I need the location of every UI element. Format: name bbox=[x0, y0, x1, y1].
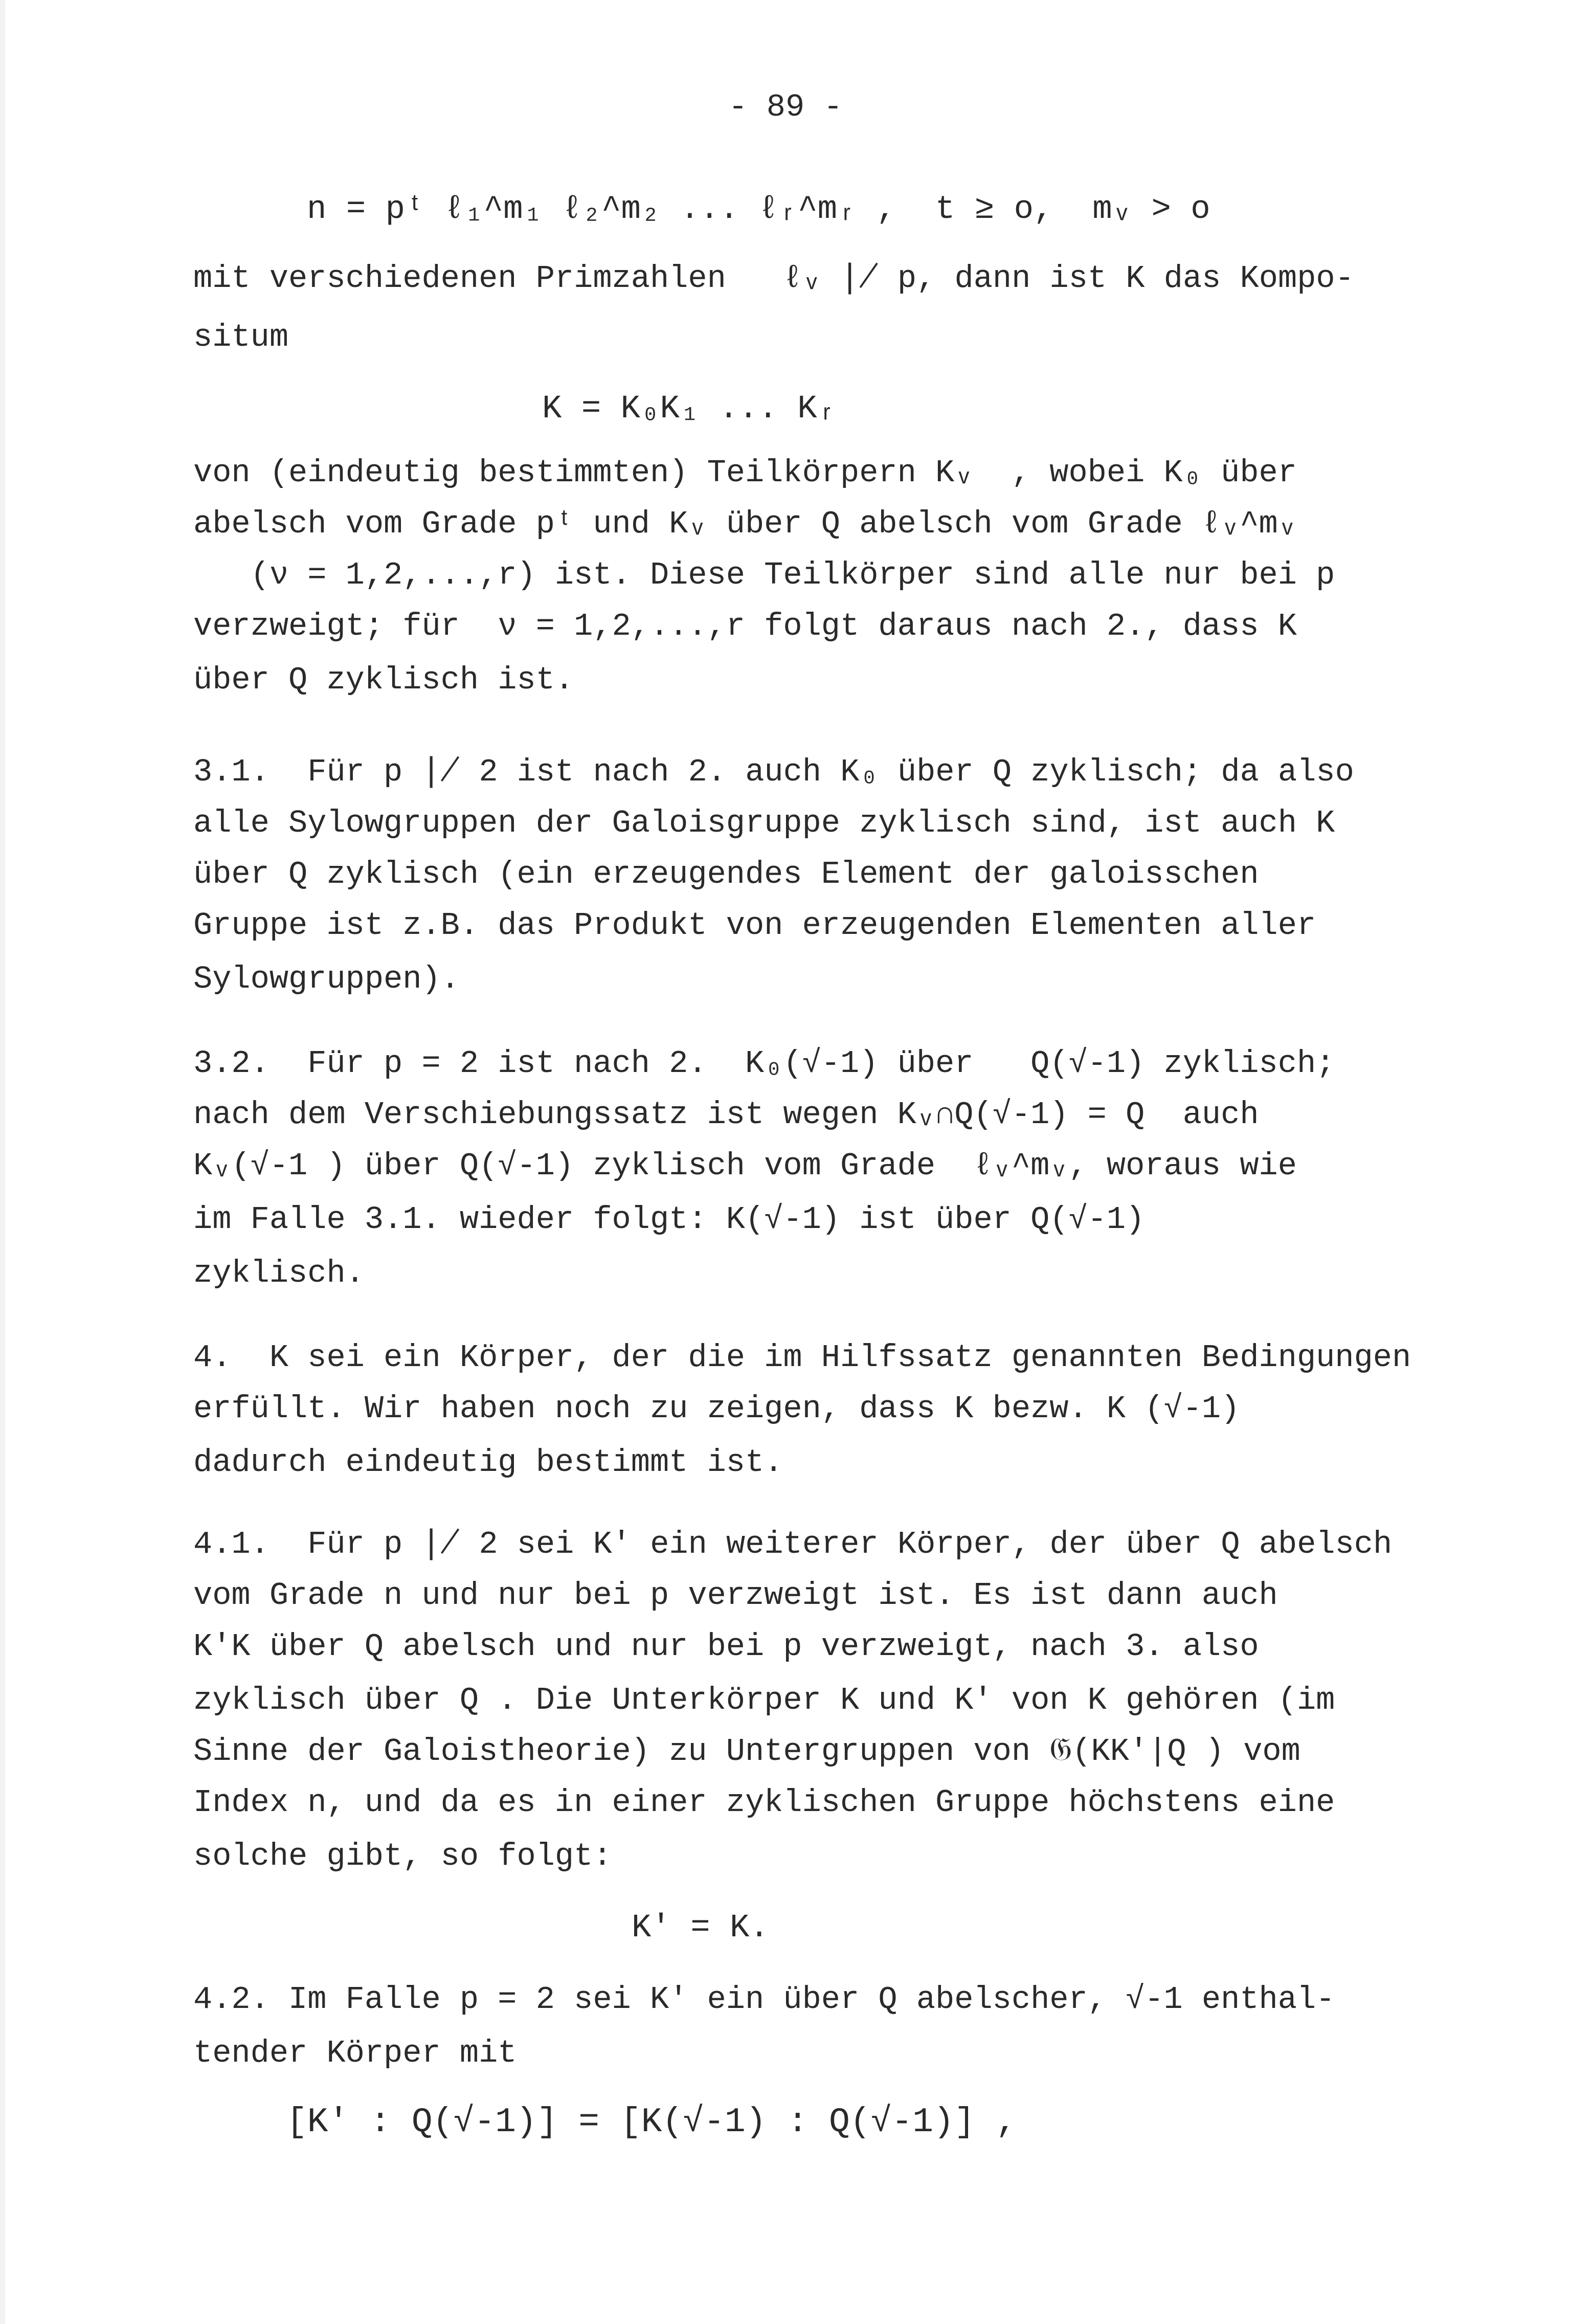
text-line: erfüllt. Wir haben noch zu zeigen, dass K bezw. K (√-1) bbox=[193, 1391, 1240, 1427]
text-line: über Q zyklisch (ein erzeugendes Element der galoisschen bbox=[193, 856, 1259, 892]
text-line: Gruppe ist z.B. das Produkt von erzeugenden Elementen aller bbox=[193, 907, 1316, 944]
text-line: über Q zyklisch ist. bbox=[193, 662, 574, 698]
section-3-1-line: 3.1. Für p ∤ 2 ist nach 2. auch K₀ über Q zyklisch; da also bbox=[193, 754, 1354, 790]
text-line: Index n, und da es in einer zyklischen Gruppe höchstens eine bbox=[193, 1784, 1335, 1821]
text-line: solche gibt, so folgt: bbox=[193, 1838, 612, 1874]
page-number: - 89 - bbox=[728, 89, 843, 125]
text-line: alle Sylowgruppen der Galoisgruppe zyklisch sind, ist auch K bbox=[193, 805, 1335, 841]
text-line: im Falle 3.1. wieder folgt: K(√-1) ist über Q(√-1) bbox=[193, 1201, 1145, 1238]
text-line: (ν = 1,2,...,r) ist. Diese Teilkörper sind alle nur bei p bbox=[193, 557, 1335, 593]
text-line: dadurch eindeutig bestimmt ist. bbox=[193, 1444, 783, 1481]
section-4-line: 4. K sei ein Körper, der die im Hilfssatz genannten Bedingungen bbox=[193, 1339, 1411, 1376]
text-line: zyklisch über Q . Die Unterkörper K und K' von K gehören (im bbox=[193, 1682, 1335, 1718]
text-line: abelsch vom Grade pᵗ und Kᵥ über Q abelsch vom Grade ℓᵥ^mᵥ bbox=[193, 506, 1297, 542]
text-line: zyklisch. bbox=[193, 1255, 365, 1291]
text-line: tender Körper mit bbox=[193, 2035, 517, 2071]
text-line: mit verschiedenen Primzahlen ℓᵥ ∤ p, dann ist K das Kompo- bbox=[193, 260, 1354, 297]
text-line: nach dem Verschiebungssatz ist wegen Kᵥ∩Q(√-1) = Q auch bbox=[193, 1097, 1259, 1133]
section-4-1-line: 4.1. Für p ∤ 2 sei K' ein weiterer Körper, der über Q abelsch bbox=[193, 1526, 1393, 1562]
text-line: Kᵥ(√-1 ) über Q(√-1) zyklisch vom Grade ℓᵥ^mᵥ, woraus wie bbox=[193, 1148, 1297, 1184]
text-line: Sylowgruppen). bbox=[193, 961, 460, 997]
formula-k: K = K₀K₁ ... Kᵣ bbox=[542, 391, 837, 428]
text-line: K'K über Q abelsch und nur bei p verzweigt, nach 3. also bbox=[193, 1628, 1259, 1665]
section-3-2-line: 3.2. Für p = 2 ist nach 2. K₀(√-1) über Q(√-1) zyklisch; bbox=[193, 1045, 1335, 1082]
formula-kprime: K' = K. bbox=[632, 1910, 769, 1947]
text-line: situm bbox=[193, 319, 289, 355]
text-line: Sinne der Galoistheorie) zu Untergruppen von 𝔊(KK'|Q ) vom bbox=[193, 1733, 1300, 1770]
section-4-2-line: 4.2. Im Falle p = 2 sei K' ein über Q abelscher, √-1 enthal- bbox=[193, 1981, 1335, 2018]
text-line: verzweigt; für ν = 1,2,...,r folgt daraus nach 2., dass K bbox=[193, 608, 1297, 644]
formula-n: n = pᵗ ℓ₁^m₁ ℓ₂^m₂ ... ℓᵣ^mᵣ , t ≥ o, mᵥ > o bbox=[307, 191, 1210, 228]
text-line: vom Grade n und nur bei p verzweigt ist. Es ist dann auch bbox=[193, 1577, 1278, 1614]
formula-degree: [K' : Q(√-1)] = [K(√-1) : Q(√-1)] , bbox=[286, 2103, 1017, 2142]
text-line: von (eindeutig bestimmten) Teilkörpern Kᵥ , wobei K₀ über bbox=[193, 455, 1297, 491]
